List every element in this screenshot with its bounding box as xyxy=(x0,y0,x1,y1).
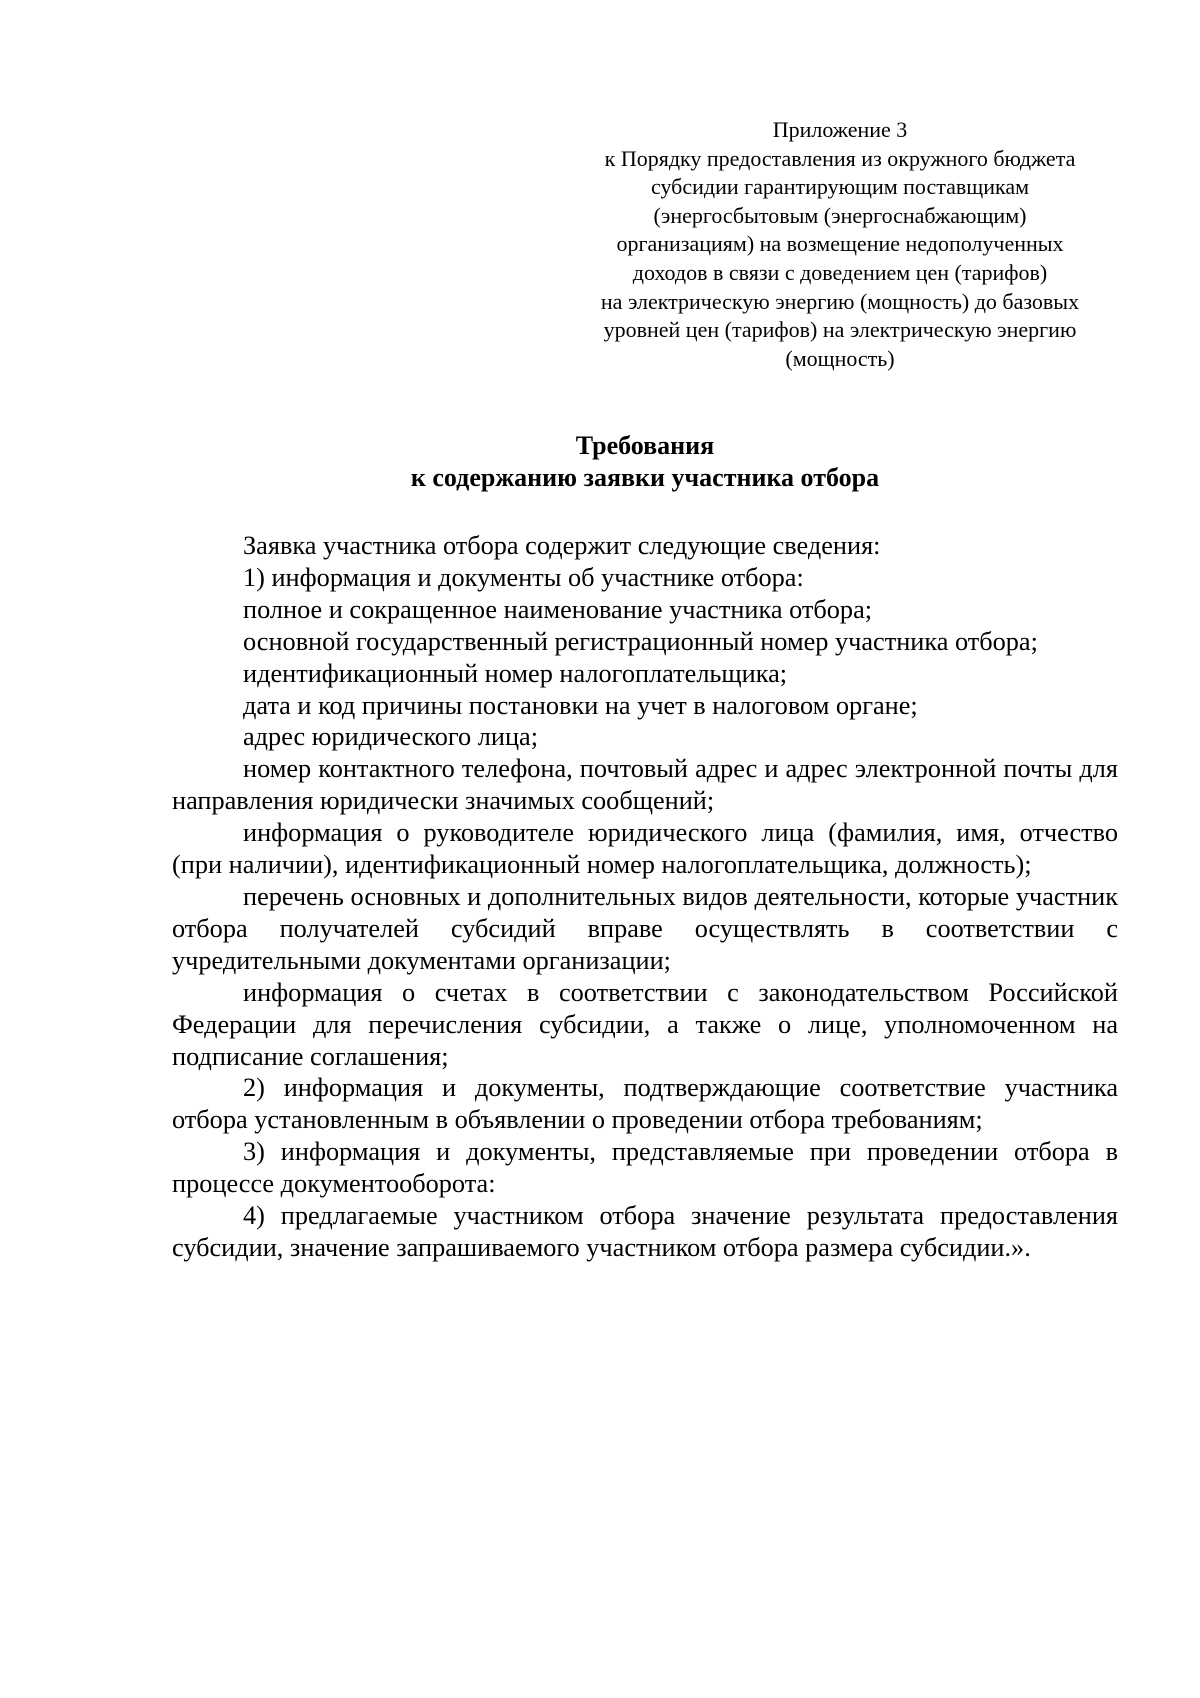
appendix-header xyxy=(570,116,1110,373)
paragraph: номер контактного телефона, почтовый адрес и адрес электронной почты для направления юридически значимых сообщений; xyxy=(172,754,1118,816)
appendix-line: (мощность) xyxy=(785,345,895,371)
paragraph: основной государственный регистрационный номер участника отбора; xyxy=(243,626,1038,656)
appendix-line: к Порядку предоставления из окружного бюджета xyxy=(604,145,1076,171)
document-title xyxy=(172,430,1118,494)
title-line-1: Требования xyxy=(575,431,715,460)
paragraph: полное и сокращенное наименование участника отбора; xyxy=(243,594,873,624)
paragraph: информация о руководителе юридического лица (фамилия, имя, отчество (при наличии), идентификационный номер налогоплательщика, должность); xyxy=(172,818,1118,880)
paragraph: 3) информация и документы, представляемые при проведении отбора в процессе документооборота: xyxy=(172,1137,1118,1199)
title-line-2: к содержанию заявки участника отбора xyxy=(410,463,880,492)
appendix-line: Приложение 3 xyxy=(772,117,908,142)
paragraph: информация о счетах в соответствии с законодательством Российской Федерации для перечисления субсидии, а также о лице, уполномоченном на подписание соглашения; xyxy=(172,977,1118,1071)
paragraph: 2) информация и документы, подтверждающие соответствие участника отбора установленным в объявлении о проведении отбора требованиям; xyxy=(172,1073,1118,1135)
appendix-line: уровней цен (тарифов) на электрическую энергию xyxy=(603,317,1077,343)
paragraph: дата и код причины постановки на учет в налоговом органе; xyxy=(243,690,918,720)
paragraph: 1) информация и документы об участнике отбора: xyxy=(243,562,804,592)
paragraph: адрес юридического лица; xyxy=(243,722,539,752)
paragraph: 4) предлагаемые участником отбора значение результата предоставления субсидии, значение запрашиваемого участником отбора размера субсидии.». xyxy=(172,1201,1118,1262)
appendix-line: доходов в связи с доведением цен (тарифов) xyxy=(632,259,1048,285)
appendix-line: субсидии гарантирующим поставщикам xyxy=(650,174,1030,200)
paragraph: Заявка участника отбора содержит следующие сведения: xyxy=(243,531,881,560)
paragraph: перечень основных и дополнительных видов деятельности, которые участник отбора получателей субсидий вправе осуществлять в соответствии с учредительными документами организации; xyxy=(172,881,1118,975)
appendix-line: (энергосбытовым (энергоснабжающим) xyxy=(653,202,1027,228)
paragraph: идентификационный номер налогоплательщика; xyxy=(243,658,788,688)
document-body xyxy=(172,530,1118,1264)
appendix-line: организациям) на возмещение недополученных xyxy=(616,231,1064,257)
appendix-line: на электрическую энергию (мощность) до базовых xyxy=(600,288,1080,314)
